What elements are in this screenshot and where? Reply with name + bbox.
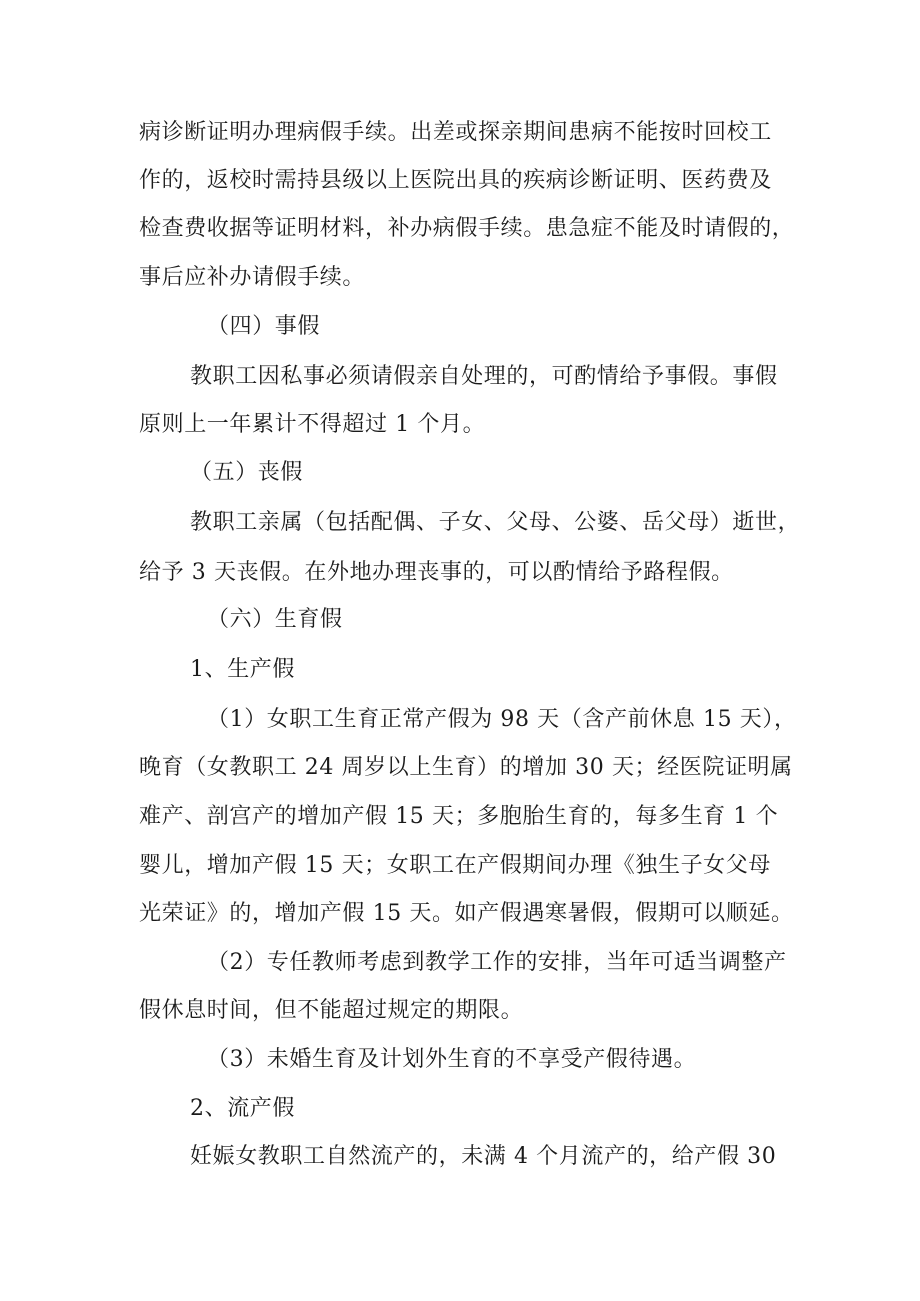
paragraph-line: 妊娠女教职工自然流产的，未满 4 个月流产的，给产假 30 [190, 1144, 777, 1169]
paragraph-line: 难产、剖宫产的增加产假 15 天；多胞胎生育的，每多生育 1 个 [139, 804, 779, 829]
paragraph-line: 检查费收据等证明材料，补办病假手续。患急症不能及时请假的， [139, 216, 795, 241]
paragraph-line: （3）未婚生育及计划外生育的不享受产假待遇。 [207, 1047, 697, 1072]
paragraph-line: 给予 3 天丧假。在外地办理丧事的，可以酌情给予路程假。 [139, 560, 734, 585]
paragraph-line: 原则上一年累计不得超过 1 个月。 [139, 412, 486, 437]
section-heading-personal-leave: （四）事假 [207, 314, 321, 339]
paragraph-line: 事后应补办请假手续。 [139, 265, 366, 290]
subsection-heading-miscarriage-leave: 2、流产假 [190, 1096, 295, 1121]
paragraph-line: 作的，返校时需持县级以上医院出具的疾病诊断证明、医药费及 [139, 168, 772, 193]
paragraph-line: （1）女职工生育正常产假为 98 天（含产前休息 15 天）， [207, 707, 797, 732]
section-heading-maternity-leave: （六）生育假 [207, 607, 343, 632]
paragraph-line: 教职工亲属（包括配偶、子女、父母、公婆、岳父母）逝世， [190, 510, 801, 535]
paragraph-line: 光荣证》的，增加产假 15 天。如产假遇寒暑假，假期可以顺延。 [139, 901, 794, 926]
paragraph-line: 病诊断证明办理病假手续。出差或探亲期间患病不能按时回校工 [139, 120, 772, 145]
paragraph-line: 婴儿，增加产假 15 天；女职工在产假期间办理《独生子女父母 [139, 853, 771, 878]
paragraph-line: 晚育（女教职工 24 周岁以上生育）的增加 30 天；经医院证明属 [139, 755, 793, 780]
subsection-heading-childbirth-leave: 1、生产假 [190, 657, 295, 682]
paragraph-line: （2）专任教师考虑到教学工作的安排，当年可适当调整产 [207, 950, 787, 975]
paragraph-line: 假休息时间，但不能超过规定的期限。 [139, 998, 524, 1023]
section-heading-bereavement-leave: （五）丧假 [190, 460, 304, 485]
paragraph-line: 教职工因私事必须请假亲自处理的，可酌情给予事假。事假 [190, 364, 778, 389]
